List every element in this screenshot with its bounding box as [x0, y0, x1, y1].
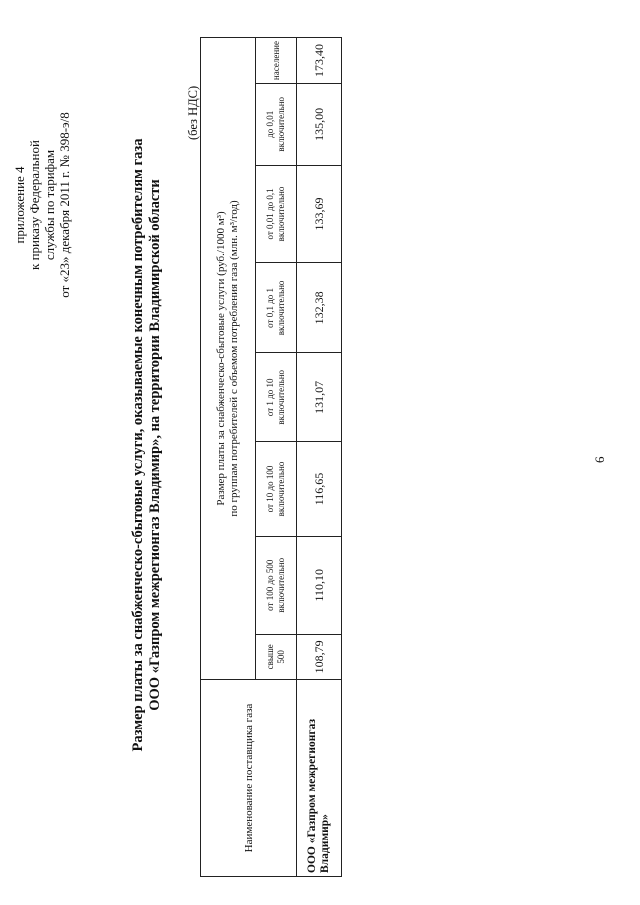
title-line-1: Размер платы за снабженческо-сбытовые услуги, оказываемые конечным потребителям газа	[130, 138, 146, 752]
fee-header-line-2: по группам потребителей с объемом потребления газа (млн. м³/год)	[228, 200, 240, 517]
group-header: население	[256, 38, 297, 84]
annex-line-4: от «23» декабря 2011 г. № 398-э/8	[57, 112, 72, 298]
table-header-row	[201, 38, 256, 877]
fee-value-cell: 108,79	[297, 634, 342, 679]
group-header: свыше 500	[256, 634, 297, 679]
annex-line-3: службы по тарифам	[42, 149, 57, 261]
group-header: от 10 до 100 включительно	[256, 442, 297, 537]
annex-line-1: приложение 4	[12, 166, 27, 244]
vat-note: (без НДС)	[186, 85, 200, 140]
fee-value-cell: 110,10	[297, 536, 342, 634]
group-header: от 0,01 до 0,1 включительно	[256, 165, 297, 263]
fee-header-line-1: Размер платы за снабженческо-сбытовые услуги (руб./1000 м³)	[215, 211, 227, 506]
fee-value-cell: 133,69	[297, 165, 342, 263]
group-header: от 1 до 10 включительно	[256, 353, 297, 442]
page-number: 6	[592, 456, 607, 463]
group-header: от 0,1 до 1 включительно	[256, 263, 297, 353]
fee-value-cell: 116,65	[297, 442, 342, 537]
group-header: до 0,01 включительно	[256, 84, 297, 166]
annex-header	[12, 105, 72, 305]
fee-column-header	[201, 38, 256, 680]
fee-value-cell: 131,07	[297, 353, 342, 442]
fee-value-cell: 173,40	[297, 38, 342, 84]
fee-value-cell: 135,00	[297, 84, 342, 166]
tariff-table	[200, 37, 342, 877]
annex-line-2: к приказу Федеральной	[27, 140, 42, 270]
table-row	[297, 38, 342, 877]
document-title	[130, 65, 164, 825]
title-line-2: ООО «Газпром межрегионгаз Владимир», на территории Владимирской области	[147, 179, 163, 711]
supplier-column-header: Наименование поставщика газа	[201, 680, 297, 877]
fee-value-cell: 132,38	[297, 263, 342, 353]
group-header: от 100 до 500 включительно	[256, 536, 297, 634]
supplier-name-cell: ООО «Газпром межрегионгаз Владимир»	[297, 680, 342, 877]
